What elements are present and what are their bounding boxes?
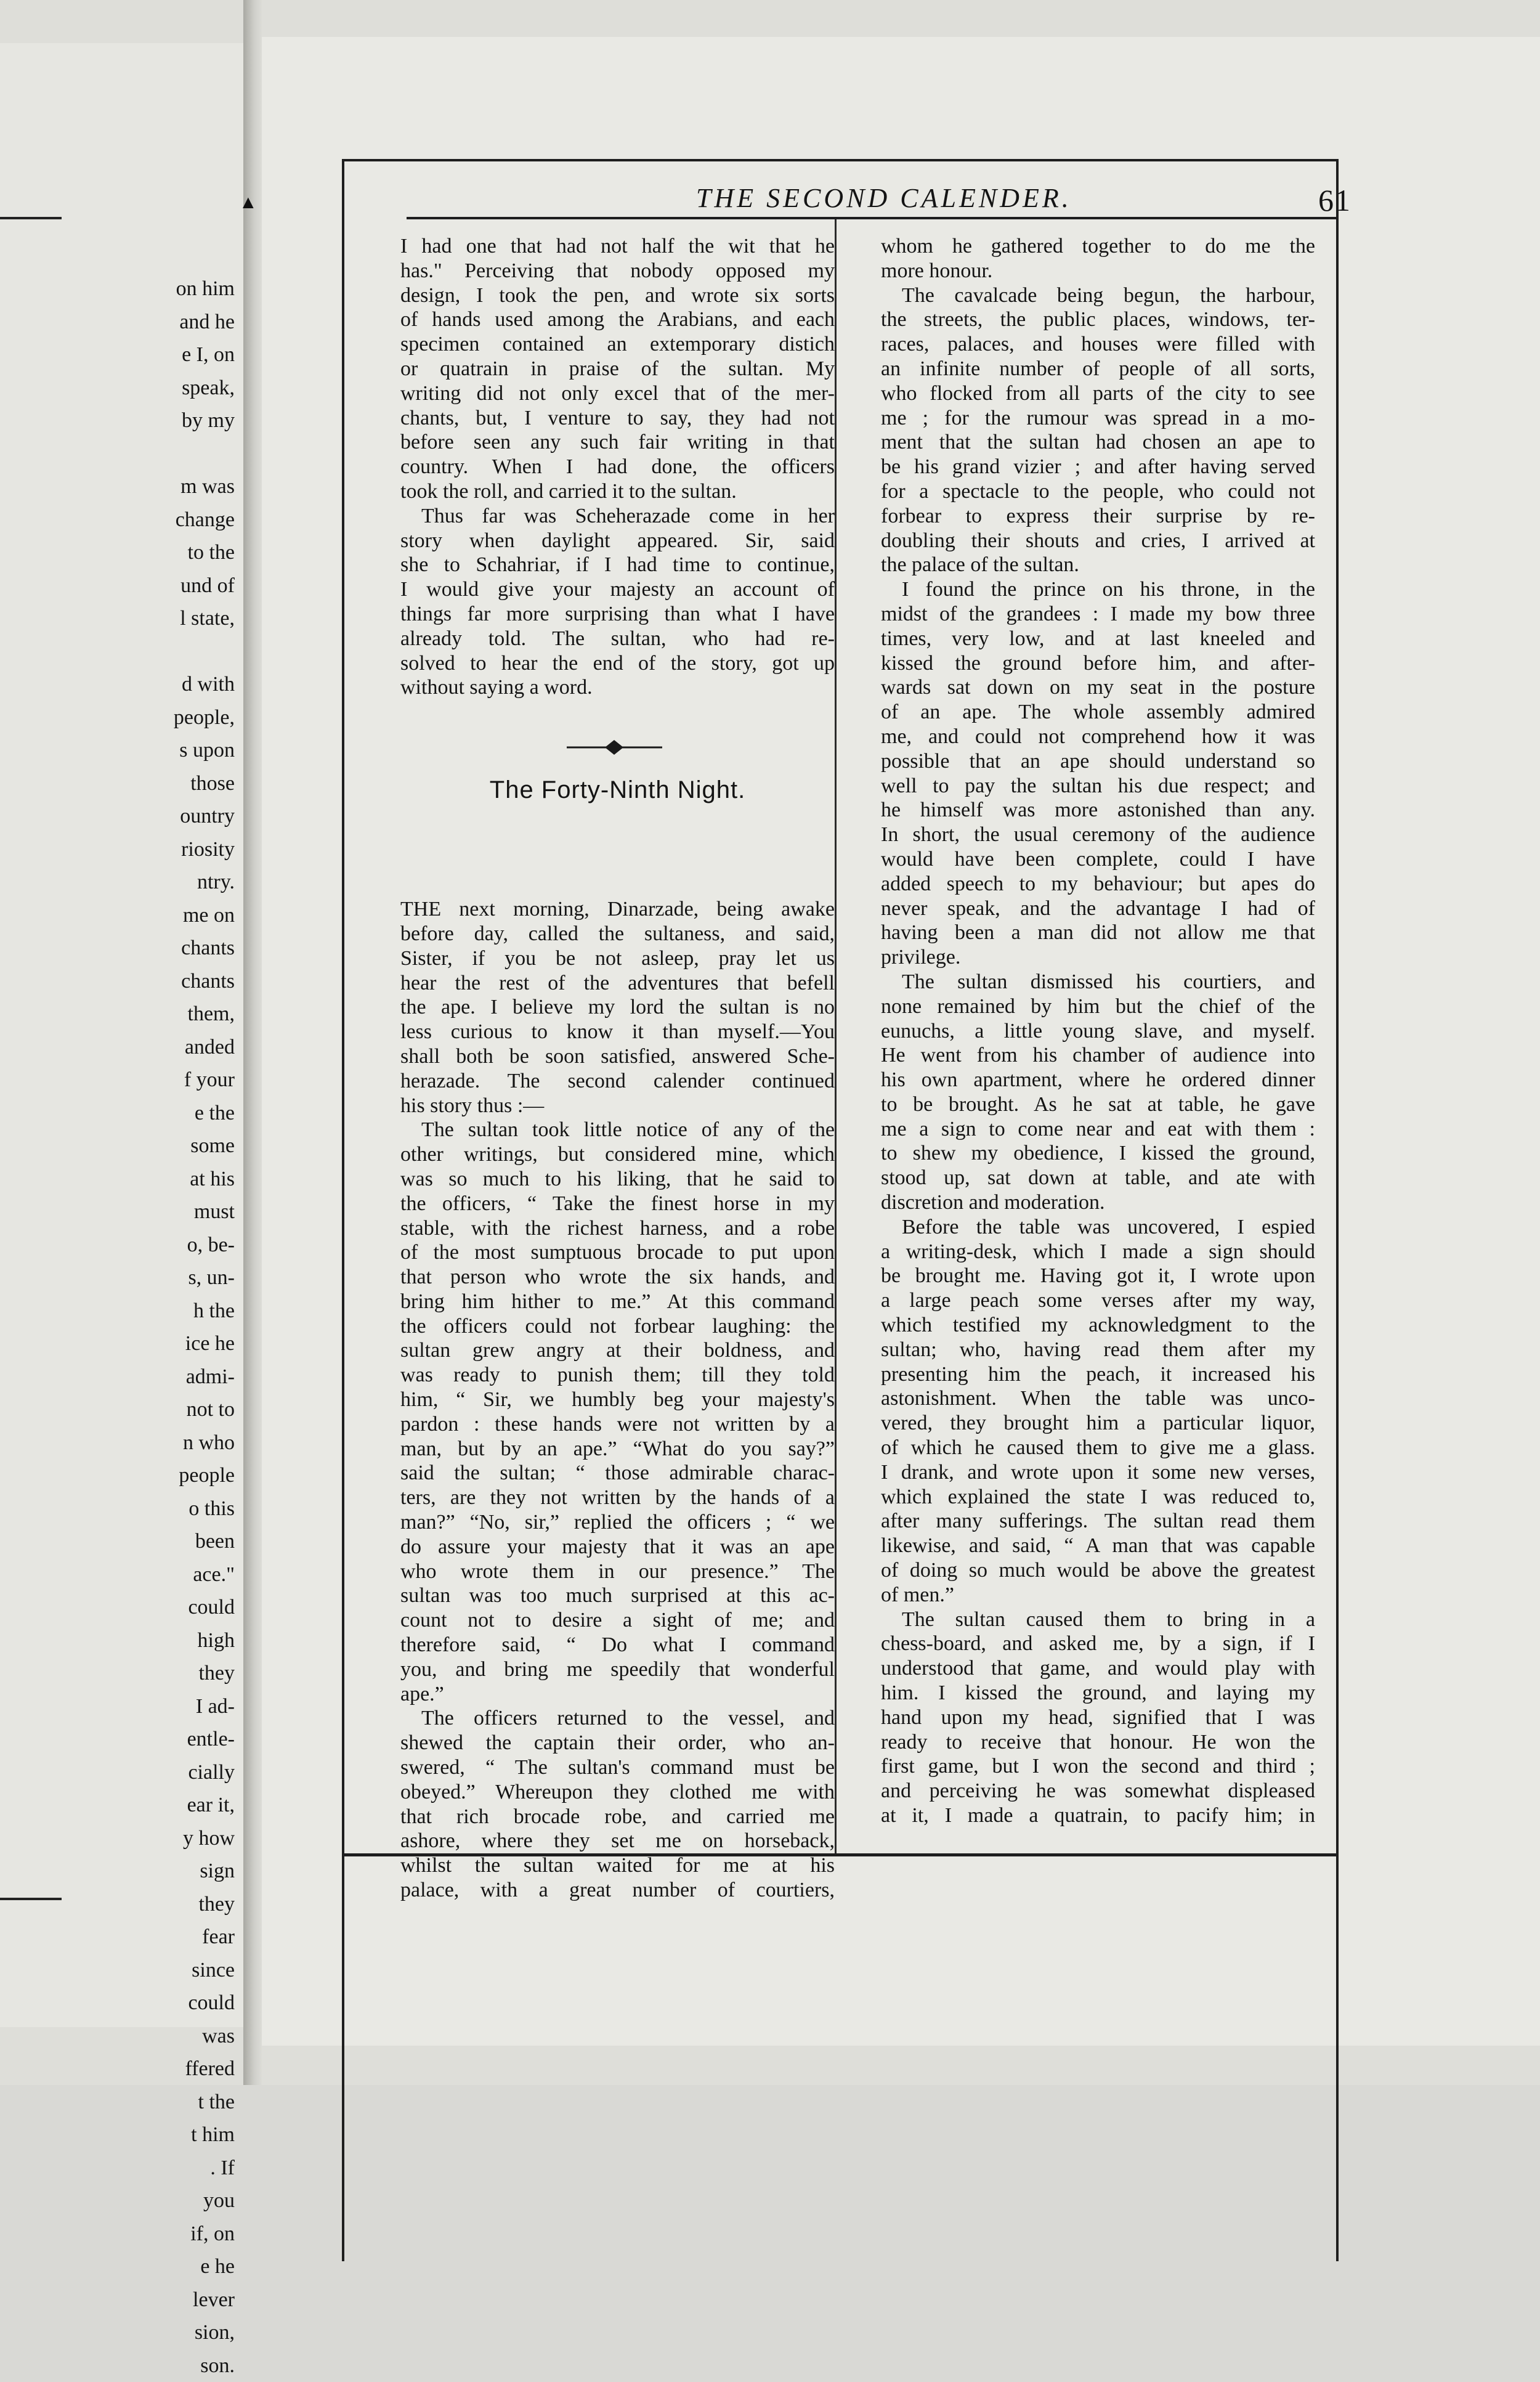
- fragment-line: o, be-: [136, 1229, 235, 1262]
- book-gutter: [243, 0, 262, 2085]
- text-line: ashore, where they set me on horseback,: [400, 1829, 835, 1853]
- text-line: of hands used among the Arabians, and each: [400, 307, 835, 332]
- text-line: In short, the usual ceremony of the audience: [881, 823, 1315, 847]
- text-line: which testified my acknowledgment to the: [881, 1313, 1315, 1338]
- text-line: sultan was too much surprised at this ac-: [400, 1583, 835, 1608]
- text-line: hear the rest of the adventures that befell: [400, 971, 835, 996]
- text-line: first game, but I won the second and third ;: [881, 1754, 1315, 1779]
- fragment-line: l state,: [136, 602, 235, 635]
- fragment-line: cially: [136, 1756, 235, 1789]
- text-line: at it, I made a quatrain, to pacify him; in: [881, 1803, 1315, 1828]
- fragment-line: n who: [136, 1426, 235, 1460]
- fragment-line: s, un-: [136, 1261, 235, 1295]
- text-line: presenting him the peach, it increased his: [881, 1362, 1315, 1387]
- text-line: understood that game, and would play with: [881, 1656, 1315, 1681]
- text-line: wards sat down on my seat in the posture: [881, 675, 1315, 700]
- text-line: of which he caused them to give me a glass.: [881, 1436, 1315, 1460]
- fragment-line: e the: [136, 1097, 235, 1130]
- fragment-line: not to: [136, 1393, 235, 1426]
- text-line: without saying a word.: [400, 675, 835, 700]
- text-line: none remained by him but the chief of the: [881, 994, 1315, 1019]
- text-line: would have been complete, could I have: [881, 847, 1315, 872]
- text-line: count not to desire a sight of me; and: [400, 1608, 835, 1633]
- text-line: be his grand vizier ; and after having served: [881, 455, 1315, 479]
- text-line: stable, with the richest harness, and a robe: [400, 1216, 835, 1241]
- text-line: took the roll, and carried it to the sultan.: [400, 479, 835, 504]
- text-line: ape.”: [400, 1682, 835, 1707]
- fragment-line: m was: [136, 470, 235, 503]
- left-page-text-column: [136, 272, 235, 2382]
- fragment-line: e he: [136, 2250, 235, 2283]
- fragment-line: they: [136, 1888, 235, 1921]
- text-line: Thus far was Scheherazade come in her: [400, 504, 835, 529]
- text-line: stood up, sat down at table, and ate with: [881, 1166, 1315, 1190]
- text-line: having been a man did not allow me that: [881, 921, 1315, 945]
- fragment-line: high: [136, 1624, 235, 1657]
- fragment-line: entle-: [136, 1723, 235, 1756]
- fragment-line: o this: [136, 1492, 235, 1526]
- text-line: other writings, but considered mine, which: [400, 1142, 835, 1167]
- text-line: possible that an ape should understand so: [881, 749, 1315, 774]
- fragment-line: t him: [136, 2118, 235, 2152]
- text-line: me ; for the rumour was spread in a mo-: [881, 406, 1315, 431]
- fragment-line: ear it,: [136, 1789, 235, 1822]
- fragment-line: ntry.: [136, 866, 235, 899]
- text-line: things far more surprising than what I have: [400, 602, 835, 627]
- text-line: of the most sumptuous brocade to put upon: [400, 1240, 835, 1265]
- fragment-line: if, on: [136, 2217, 235, 2251]
- left-column-block-1: [400, 234, 835, 700]
- fragment-line: them,: [136, 998, 235, 1031]
- text-line: was ready to punish them; till they told: [400, 1363, 835, 1388]
- text-line: well to pay the sultan his due respect; and: [881, 774, 1315, 799]
- text-line: you, and bring me speedily that wonderful: [400, 1657, 835, 1682]
- text-line: for a spectacle to the people, who could not: [881, 479, 1315, 504]
- text-line: likewise, and said, “ A man that was capable: [881, 1534, 1315, 1558]
- text-line: chants, but, I venture to say, they had not: [400, 406, 835, 431]
- text-line: sultan grew angry at their boldness, and: [400, 1338, 835, 1363]
- text-line: midst of the grandees : I made my bow three: [881, 602, 1315, 627]
- fragment-line: since: [136, 1954, 235, 1987]
- text-line: swered, “ The sultan's command must be: [400, 1755, 835, 1780]
- text-line: me, and could not comprehend how it was: [881, 725, 1315, 749]
- text-line: bring him hither to me.” At this command: [400, 1290, 835, 1314]
- text-line: Before the table was uncovered, I espied: [881, 1215, 1315, 1240]
- fragment-line: admi-: [136, 1360, 235, 1394]
- fragment-line: chants: [136, 965, 235, 998]
- text-line: vered, they brought him a particular liquor,: [881, 1411, 1315, 1436]
- text-line: The cavalcade being begun, the harbour,: [881, 283, 1315, 308]
- text-line: said the sultan; “ those admirable charac-: [400, 1461, 835, 1486]
- text-line: who wrote them in our presence.” The: [400, 1559, 835, 1584]
- left-page-bottom-rule: [0, 1898, 62, 1900]
- text-line: ters, are they not written by the hands of a: [400, 1486, 835, 1510]
- left-page-fragment: [0, 43, 245, 2027]
- text-line: palace, with a great number of courtiers,: [400, 1878, 835, 1903]
- text-line: already told. The sultan, who had re-: [400, 627, 835, 651]
- running-head: THE SECOND CALENDER.: [696, 182, 1127, 214]
- left-page-rule: [0, 217, 62, 219]
- text-line: that person who wrote the six hands, and: [400, 1265, 835, 1290]
- text-line: whom he gathered together to do me the: [881, 234, 1315, 259]
- fragment-line: ountry: [136, 800, 235, 833]
- section-title: The Forty-Ninth Night.: [400, 776, 835, 804]
- text-line: the officers could not forbear laughing: the: [400, 1314, 835, 1339]
- text-line: before day, called the sultaness, and said,: [400, 922, 835, 946]
- text-line: a large peach some verses after my way,: [881, 1288, 1315, 1313]
- text-line: less curious to know it than myself.—You: [400, 1020, 835, 1044]
- section-ornament: [567, 738, 662, 757]
- text-line: that rich brocade robe, and carried me: [400, 1805, 835, 1829]
- fragment-line: h the: [136, 1295, 235, 1328]
- text-line: which explained the state I was reduced to,: [881, 1485, 1315, 1510]
- text-line: has." Perceiving that nobody opposed my: [400, 259, 835, 283]
- fragment-line: some: [136, 1129, 235, 1163]
- binding-mark: ▲: [239, 192, 257, 213]
- text-line: the officers, “ Take the finest horse in my: [400, 1192, 835, 1216]
- left-column-block-2: [400, 897, 835, 1903]
- text-line: chess-board, and asked me, by a sign, if I: [881, 1632, 1315, 1656]
- fragment-line: people: [136, 1459, 235, 1492]
- text-line: kissed the ground before him, and after-: [881, 651, 1315, 676]
- text-line: shall both be soon satisfied, answered Sche-: [400, 1044, 835, 1069]
- text-line: me a sign to come near and eat with them :: [881, 1117, 1315, 1142]
- text-line: man?” “No, sir,” replied the officers ; “ we: [400, 1510, 835, 1535]
- text-line: was so much to his liking, that he said to: [400, 1167, 835, 1192]
- text-line: he himself was more astonished than any.: [881, 798, 1315, 823]
- fragment-line: people,: [136, 701, 235, 734]
- text-line: He went from his chamber of audience into: [881, 1043, 1315, 1068]
- fragment-line: e I, on: [136, 338, 235, 372]
- fragment-line: sion,: [136, 2316, 235, 2349]
- header-rule: [407, 217, 1338, 219]
- fragment-line: on him: [136, 272, 235, 306]
- text-line: hand upon my head, signified that I was: [881, 1705, 1315, 1730]
- fragment-line: [136, 635, 235, 669]
- text-line: his own apartment, where he ordered dinner: [881, 1068, 1315, 1092]
- text-line: or quatrain in praise of the sultan. My: [400, 357, 835, 381]
- text-line: ment that the sultan had chosen an ape to: [881, 430, 1315, 455]
- text-line: never speak, and the advantage I had of: [881, 896, 1315, 921]
- fragment-line: und of: [136, 569, 235, 603]
- fragment-line: anded: [136, 1031, 235, 1064]
- fragment-line: by my: [136, 404, 235, 437]
- fragment-line: y how: [136, 1822, 235, 1855]
- text-line: sultan; who, having read them after my: [881, 1338, 1315, 1362]
- fragment-line: ice he: [136, 1327, 235, 1360]
- text-line: I would give your majesty an account of: [400, 577, 835, 602]
- text-line: writing did not only excel that of the mer-: [400, 381, 835, 406]
- text-line: country. When I had done, the officers: [400, 455, 835, 479]
- fragment-line: s upon: [136, 734, 235, 767]
- text-line: The officers returned to the vessel, and: [400, 1706, 835, 1731]
- fragment-line: been: [136, 1525, 235, 1558]
- fragment-line: . If: [136, 2152, 235, 2185]
- fragment-line: those: [136, 767, 235, 800]
- text-line: after many sufferings. The sultan read them: [881, 1509, 1315, 1534]
- fragment-line: and he: [136, 306, 235, 339]
- text-line: she to Schahriar, if I had time to continue,: [400, 553, 835, 577]
- fragment-line: [136, 437, 235, 471]
- left-text-column: [400, 234, 835, 1903]
- text-line: of men.”: [881, 1583, 1315, 1608]
- text-line: doubling their shouts and cries, I arrived at: [881, 529, 1315, 553]
- fragment-line: f your: [136, 1063, 235, 1097]
- text-line: THE next morning, Dinarzade, being awake: [400, 897, 835, 922]
- text-line: story when daylight appeared. Sir, said: [400, 529, 835, 553]
- text-line: to shew my obedience, I kissed the ground,: [881, 1141, 1315, 1166]
- fragment-line: fear: [136, 1921, 235, 1954]
- text-line: The sultan caused them to bring in a: [881, 1608, 1315, 1632]
- text-line: the streets, the public places, windows, ter-: [881, 307, 1315, 332]
- text-line: pardon : these hands were not written by a: [400, 1412, 835, 1437]
- text-line: whilst the sultan waited for me at his: [400, 1853, 835, 1878]
- fragment-line: I ad-: [136, 1690, 235, 1723]
- fragment-line: lever: [136, 2283, 235, 2317]
- text-line: therefore said, “ Do what I command: [400, 1633, 835, 1657]
- text-line: him, “ Sir, we humbly beg your majesty's: [400, 1388, 835, 1412]
- text-line: be brought me. Having got it, I wrote upon: [881, 1264, 1315, 1288]
- text-line: to be brought. As he sat at table, he gave: [881, 1092, 1315, 1117]
- text-line: do assure your majesty that it was an ape: [400, 1535, 835, 1559]
- text-line: eunuchs, a little young slave, and myself.: [881, 1019, 1315, 1044]
- text-line: astonishment. When the table was unco-: [881, 1386, 1315, 1411]
- fragment-line: sign: [136, 1855, 235, 1888]
- fragment-line: could: [136, 1591, 235, 1624]
- text-line: man, but by an ape.” “What do you say?”: [400, 1437, 835, 1461]
- text-line: ready to receive that honour. He won the: [881, 1730, 1315, 1755]
- text-line: times, very low, and at last kneeled and: [881, 627, 1315, 651]
- fragment-line: ffered: [136, 2052, 235, 2086]
- fragment-line: t the: [136, 2086, 235, 2119]
- fragment-line: change: [136, 503, 235, 537]
- fragment-line: chants: [136, 932, 235, 965]
- page-number: 61: [1318, 182, 1352, 218]
- text-line: races, palaces, and houses were filled with: [881, 332, 1315, 357]
- text-line: him. I kissed the ground, and laying my: [881, 1681, 1315, 1705]
- text-line: forbear to express their surprise by re-: [881, 504, 1315, 529]
- text-line: more honour.: [881, 259, 1315, 283]
- text-line: a writing-desk, which I made a sign should: [881, 1240, 1315, 1264]
- fragment-line: at his: [136, 1163, 235, 1196]
- text-line: The sultan took little notice of any of the: [400, 1118, 835, 1142]
- text-line: herazade. The second calender continued: [400, 1069, 835, 1094]
- fragment-line: to the: [136, 536, 235, 569]
- text-line: his story thus :—: [400, 1094, 835, 1118]
- fragment-line: must: [136, 1195, 235, 1229]
- text-line: design, I took the pen, and wrote six sorts: [400, 283, 835, 308]
- fragment-line: was: [136, 2020, 235, 2053]
- text-line: an infinite number of people of all sorts,: [881, 357, 1315, 381]
- fragment-line: d with: [136, 668, 235, 701]
- text-line: I drank, and wrote upon it some new verses,: [881, 1460, 1315, 1485]
- text-line: added speech to my behaviour; but apes do: [881, 872, 1315, 896]
- text-line: specimen contained an extemporary distich: [400, 332, 835, 357]
- text-line: I found the prince on his throne, in the: [881, 577, 1315, 602]
- fragment-line: they: [136, 1657, 235, 1690]
- fragment-line: son.: [136, 2349, 235, 2382]
- text-line: and perceiving he was somewhat displeased: [881, 1779, 1315, 1803]
- text-line: The sultan dismissed his courtiers, and: [881, 970, 1315, 994]
- column-divider: [835, 219, 837, 1853]
- fragment-line: could: [136, 1986, 235, 2020]
- fragment-line: you: [136, 2184, 235, 2217]
- text-line: I had one that had not half the wit that he: [400, 234, 835, 259]
- text-line: Sister, if you be not asleep, pray let us: [400, 946, 835, 971]
- text-line: solved to hear the end of the story, got up: [400, 651, 835, 676]
- text-line: the palace of the sultan.: [881, 553, 1315, 577]
- text-line: obeyed.” Whereupon they clothed me with: [400, 1780, 835, 1805]
- fragment-line: me on: [136, 899, 235, 932]
- fragment-line: ace.": [136, 1558, 235, 1591]
- text-line: of an ape. The whole assembly admired: [881, 700, 1315, 725]
- text-line: the ape. I believe my lord the sultan is no: [400, 995, 835, 1020]
- text-line: of doing so much would be above the greatest: [881, 1558, 1315, 1583]
- text-line: discretion and moderation.: [881, 1190, 1315, 1215]
- text-line: who flocked from all parts of the city to see: [881, 381, 1315, 406]
- text-line: before seen any such fair writing in that: [400, 430, 835, 455]
- text-line: privilege.: [881, 945, 1315, 970]
- fragment-line: speak,: [136, 372, 235, 405]
- fragment-line: riosity: [136, 833, 235, 866]
- text-line: shewed the captain their order, who an-: [400, 1731, 835, 1755]
- right-text-column: [881, 234, 1315, 1828]
